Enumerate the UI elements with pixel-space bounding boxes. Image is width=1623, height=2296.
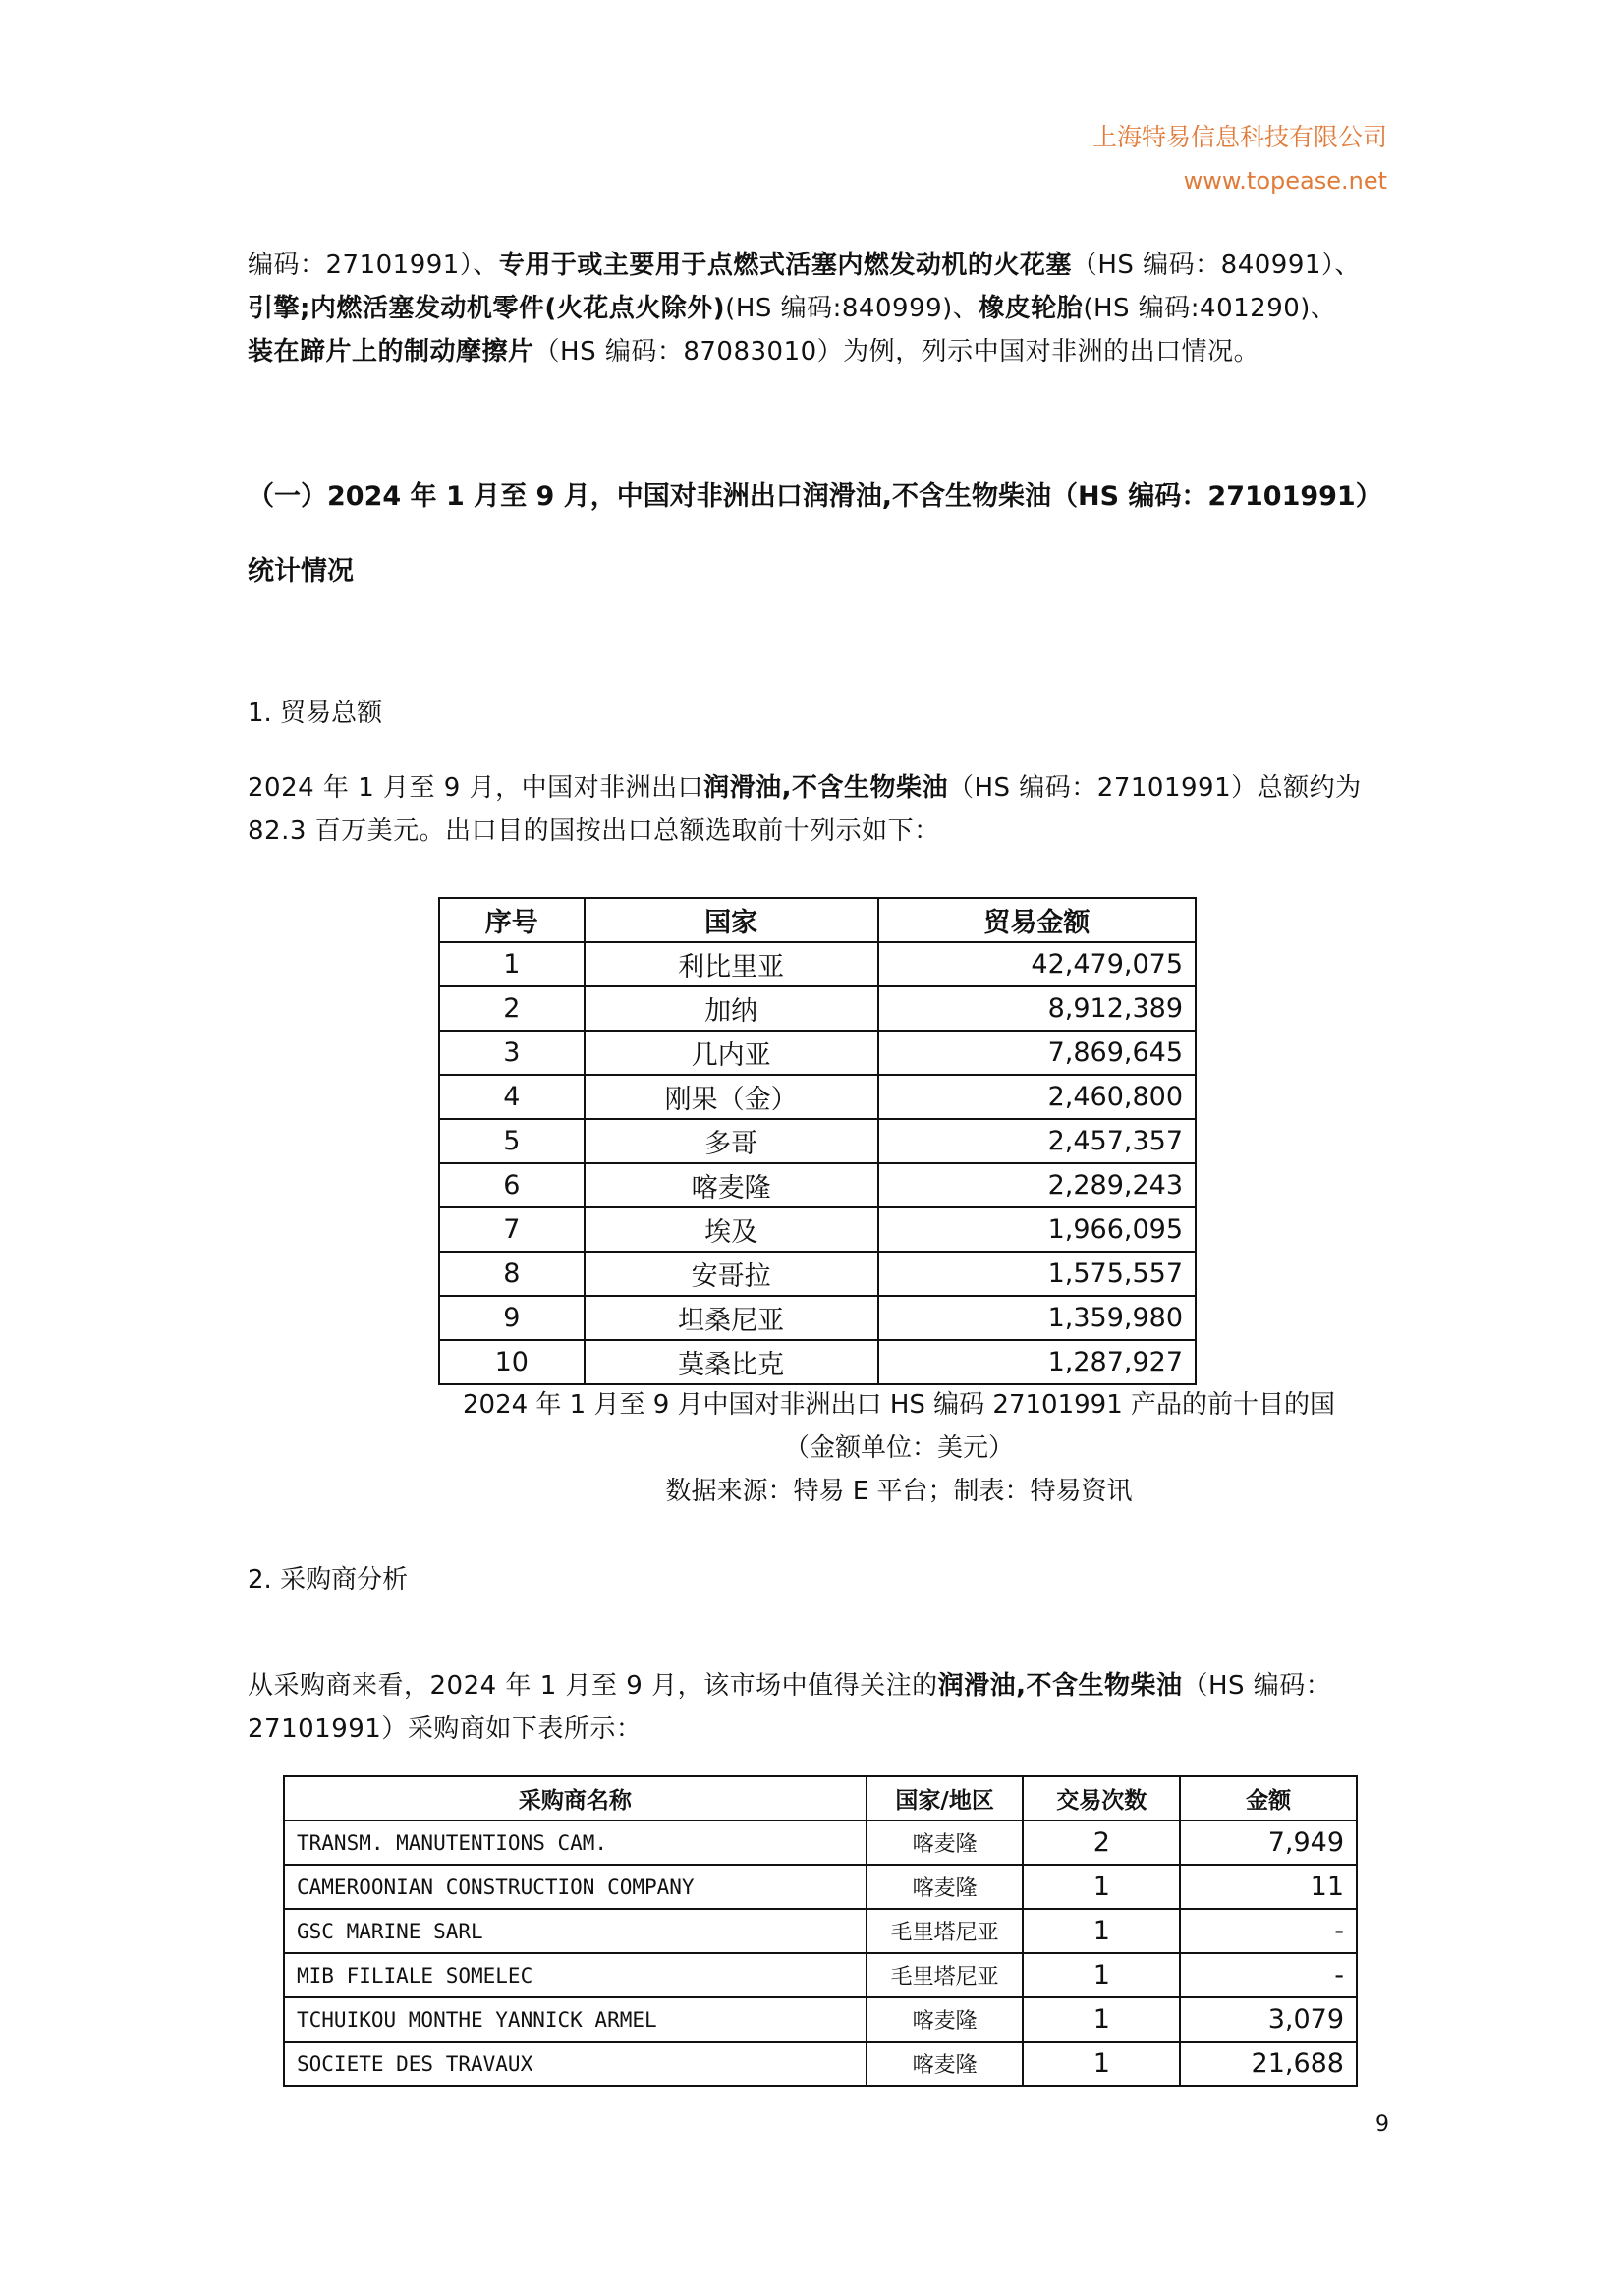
table-row: 2 加纳 8,912,389 — [439, 986, 1196, 1031]
table-row: 3 几内亚 7,869,645 — [439, 1031, 1196, 1075]
buyers-table — [283, 1775, 1358, 2087]
table-header-row — [284, 1776, 1357, 1820]
subsection-1-heading: 1. 贸易总额 — [248, 699, 383, 728]
column-header: 国家 — [585, 898, 878, 942]
company-name: 上海特易信息科技有限公司 — [1091, 123, 1387, 151]
table-row: 9 坦桑尼亚 1,359,980 — [439, 1296, 1196, 1340]
section-1-title: （一）2024 年 1 月至 9 月，中国对非洲出口润滑油,不含生物柴油（HS 编码：27101991） — [248, 481, 1382, 512]
top-ten-countries-table — [438, 897, 1197, 1385]
table-row: 6 喀麦隆 2,289,243 — [439, 1163, 1196, 1207]
table-row: MIB FILIALE SOMELEC 毛里塔尼亚 1 - — [284, 1953, 1357, 1997]
section-1-title-cont: 统计情况 — [248, 556, 354, 587]
table-source-note: 数据来源：特易 E 平台；制表：特易资讯 — [665, 1477, 1133, 1506]
table-unit-note: （金额单位：美元） — [783, 1433, 1014, 1463]
column-header: 序号 — [439, 898, 585, 942]
subsection-2-heading: 2. 采购商分析 — [248, 1565, 409, 1595]
table-header-row — [439, 898, 1196, 942]
section-2-paragraph: 从采购商来看，2024 年 1 月至 9 月，该市场中值得关注的润滑油,不含生物柴油（HS 编码： 27101991）采购商如下表所示： — [248, 1671, 1332, 1744]
table-caption: 2024 年 1 月至 9 月中国对非洲出口 HS 编码 27101991 产品的前十目的国 — [462, 1390, 1336, 1420]
column-header: 金额 — [1180, 1776, 1357, 1820]
table-row: 8 安哥拉 1,575,557 — [439, 1252, 1196, 1296]
company-website[interactable]: www.topease.net — [1183, 167, 1387, 195]
section-1-paragraph: 2024 年 1 月至 9 月，中国对非洲出口润滑油,不含生物柴油（HS 编码：27101991）总额约为 82.3 百万美元。出口目的国按出口总额选取前十列示如下： — [248, 773, 1362, 846]
column-header: 贸易金额 — [878, 898, 1196, 942]
table-row: 1 利比里亚 42,479,075 — [439, 942, 1196, 986]
table-row: 7 埃及 1,966,095 — [439, 1207, 1196, 1252]
table-row: 10 莫桑比克 1,287,927 — [439, 1340, 1196, 1384]
body-content — [248, 244, 1387, 853]
table-row: 5 多哥 2,457,357 — [439, 1119, 1196, 1163]
table-row: TCHUIKOU MONTHE YANNICK ARMEL 喀麦隆 1 3,079 — [284, 1997, 1357, 2042]
column-header: 采购商名称 — [284, 1776, 867, 1820]
table-row: CAMEROONIAN CONSTRUCTION COMPANY 喀麦隆 1 11 — [284, 1865, 1357, 1909]
table-row: GSC MARINE SARL 毛里塔尼亚 1 - — [284, 1909, 1357, 1953]
intro-line-2: 引擎;内燃活塞发动机零件(火花点火除外)(HS 编码:840999)、橡皮轮胎(HS 编码:401290)、 — [248, 294, 1337, 323]
intro-line-3: 装在蹄片上的制动摩擦片（HS 编码：87083010）为例，列示中国对非洲的出口情况。 — [248, 337, 1260, 366]
table-row: 4 刚果（金） 2,460,800 — [439, 1075, 1196, 1119]
intro-line-1: 编码：27101991）、专用于或主要用于点燃式活塞内燃发动机的火花塞（HS 编码：840991）、 — [248, 251, 1361, 280]
page-header — [1092, 118, 1387, 200]
table-row: TRANSM. MANUTENTIONS CAM. 喀麦隆 2 7,949 — [284, 1820, 1357, 1865]
column-header: 国家/地区 — [867, 1776, 1024, 1820]
page-number: 9 — [1375, 2112, 1389, 2137]
column-header: 交易次数 — [1023, 1776, 1180, 1820]
table-row: SOCIETE DES TRAVAUX 喀麦隆 1 21,688 — [284, 2042, 1357, 2086]
